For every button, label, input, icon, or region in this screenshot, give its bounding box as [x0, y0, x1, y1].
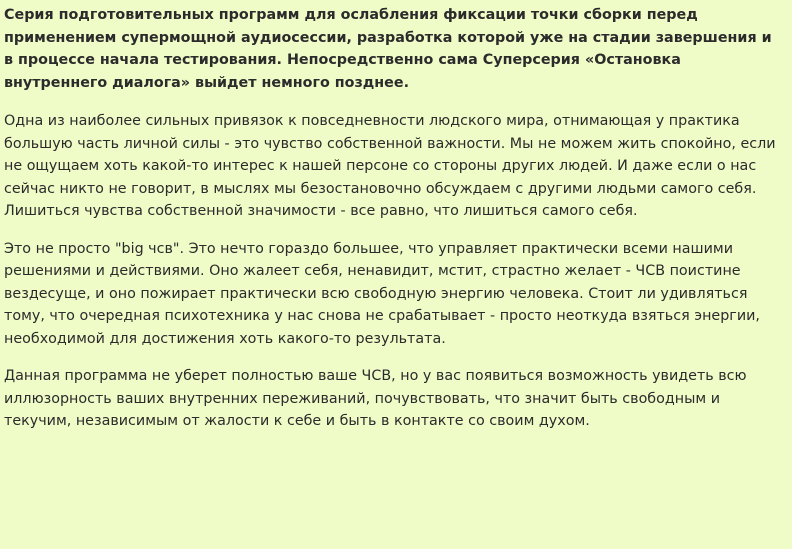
body-paragraph-1: Одна из наиболее сильных привязок к повседневности людского мира, отнимающая у практика большую часть личной силы - это чувство собственной важности. Мы не можем жить спокойно, если не ощущаем хоть какой-то интерес к нашей персоне со стороны других людей. И даже если о нас сейчас никто не говорит, в мыслях мы безостановочно обсуждаем с другими людьми самого себя. Лишиться чувства собственной значимости - все равно, что лишиться самого себя.: [4, 113, 776, 219]
intro-paragraph: Серия подготовительных программ для ослабления фиксации точки сборки перед применением супермощной аудиосессии, разработка которой уже на стадии завершения и в процессе начала тестирования. Непосредственно сама Суперсерия «Остановка внутреннего диалога» выйдет немного позднее.: [4, 7, 772, 91]
body-paragraph-2: Это не просто "big чсв". Это нечто гораздо большее, что управляет практически всеми нашими решениями и действиями. Оно жалеет себя, ненавидит, мстит, страстно желает - ЧСВ поистине вездесуще, и оно пожирает практически всю свободную энергию человека. Стоит ли удивляться тому, что очередная психотехника у нас снова не срабатывает - просто неоткуда взяться энергии, необходимой для достижения хоть какого-то результата.: [4, 240, 760, 347]
body-paragraph-3: Данная программа не уберет полностью ваше ЧСВ, но у вас появиться возможность увидеть всю иллюзорность ваших внутренних переживаний, почувствовать, что значит быть свободным и текучим, независимым от жалости к себе и быть в контакте со своим духом.: [4, 368, 747, 429]
